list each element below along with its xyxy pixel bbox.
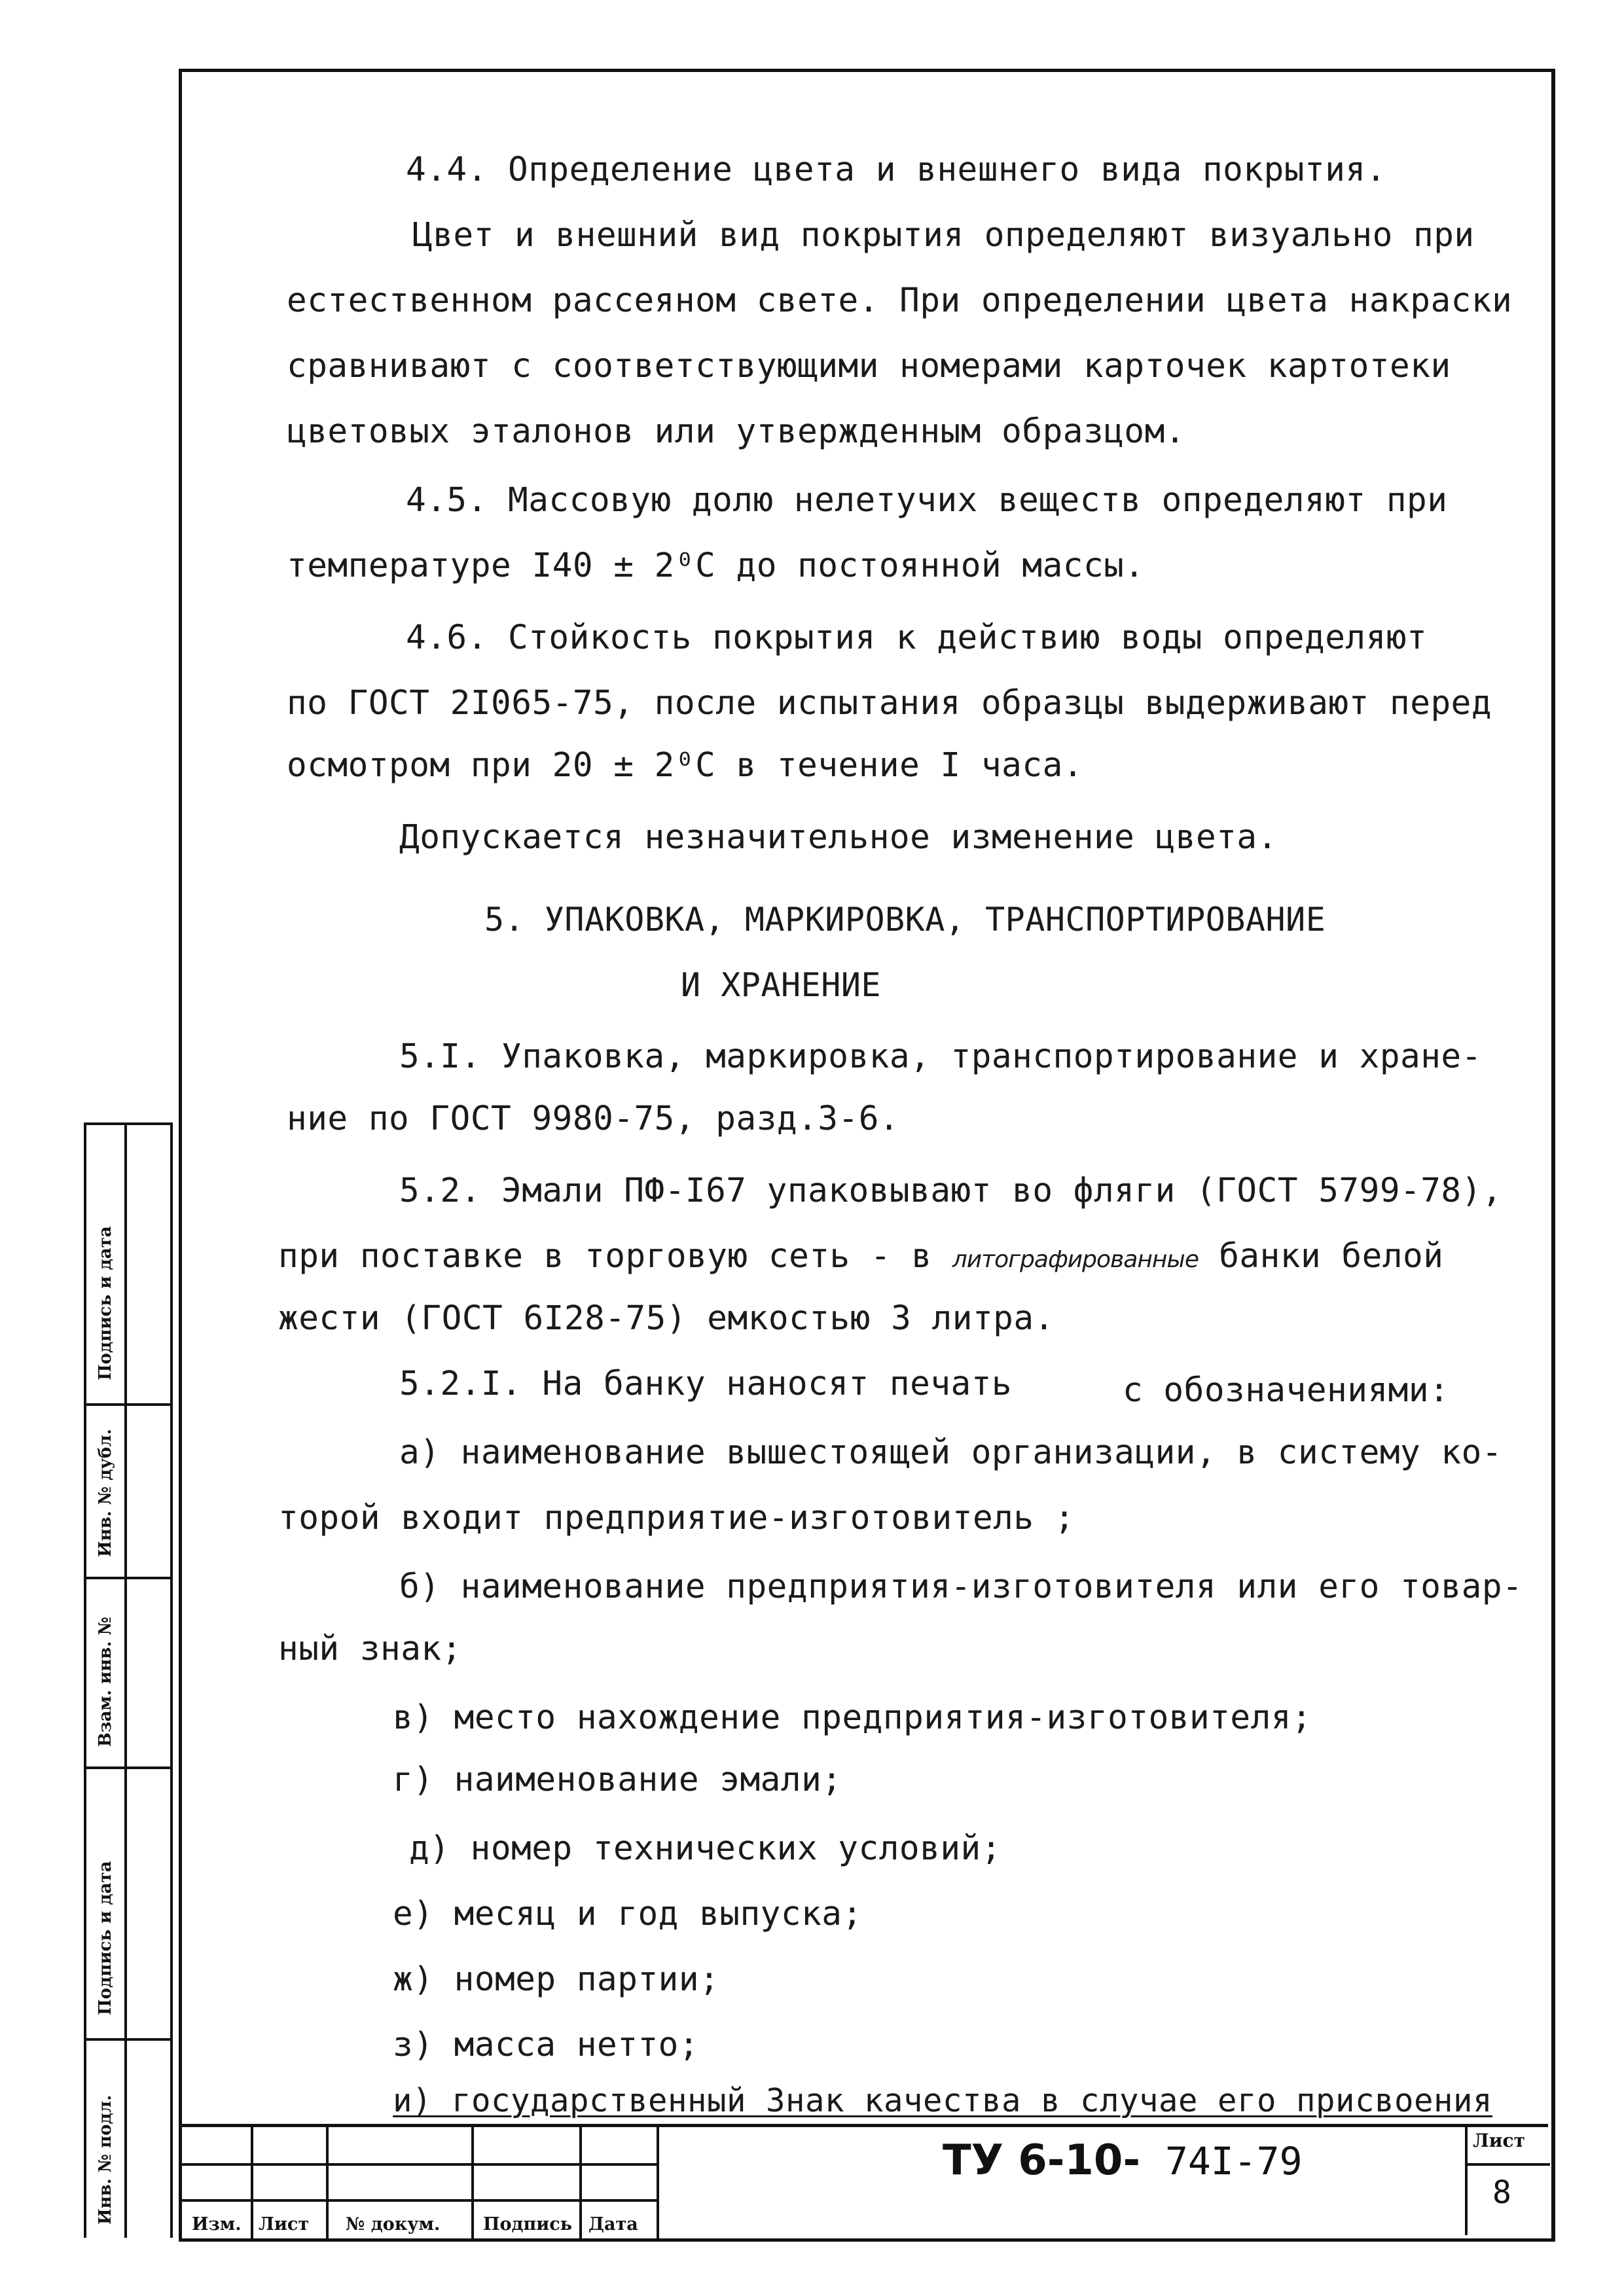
section-5-2-1-line: 5.2.I. На банку наносят печать xyxy=(399,1365,1013,1403)
side-label-inv-podl: Инв. № подл. xyxy=(96,2094,115,2225)
tb-header-sign: Подпись xyxy=(483,2214,573,2234)
section-5-2-1-line-cont: с обозначениями: xyxy=(1123,1371,1450,1410)
list-item-e: е) месяц и год выпуска; xyxy=(393,1895,863,1933)
page-frame xyxy=(179,69,1555,2242)
section-5-heading: 5. УПАКОВКА, МАРКИРОВКА, ТРАНСПОРТИРОВАНИЕ xyxy=(484,901,1326,939)
tb-column-line xyxy=(251,2127,253,2238)
side-label-sign-date: Подпись и дата xyxy=(96,1226,115,1380)
list-item-g: г) наименование эмали; xyxy=(393,1761,842,1799)
list-item-a-cont: торой входит предприятие-изготовитель ; xyxy=(278,1499,1075,1537)
side-divider xyxy=(86,1767,170,1769)
sheet-box-line xyxy=(1468,2163,1550,2166)
paragraph-line: осмотром при 20 ± 2⁰С в течение I часа. xyxy=(287,746,1083,785)
tb-row-line xyxy=(179,2199,657,2202)
list-item-b-cont: ный знак; xyxy=(278,1630,462,1668)
paragraph-line xyxy=(278,1237,1443,1280)
side-divider xyxy=(86,1577,170,1579)
paragraph-line: жести (ГОСТ 6I28-75) емкостью 3 литра. xyxy=(278,1299,1055,1338)
paragraph-line: естественном рассеяном свете. При определении цвета накраски xyxy=(287,281,1513,320)
side-stamp-column xyxy=(84,1122,173,2238)
list-item-zh: ж) номер партии; xyxy=(393,1960,720,1999)
side-divider xyxy=(86,2038,170,2041)
tb-header-doc: № докум. xyxy=(346,2214,441,2234)
side-divider xyxy=(86,1403,170,1406)
side-column-line xyxy=(124,1125,127,2238)
section-4-6-line: 4.6. Стойкость покрытия к действию воды определяют xyxy=(406,619,1428,657)
text-fragment: при поставке в торговую сеть - в xyxy=(278,1237,952,1276)
list-item-d: д) номер технических условий; xyxy=(409,1829,1001,1868)
section-4-5-line: 4.5. Массовую долю нелетучих веществ определяют при xyxy=(406,481,1448,520)
paragraph-line: Цвет и внешний вид покрытия определяют визуально при xyxy=(412,216,1475,255)
paragraph-line: ние по ГОСТ 9980-75, разд.3-6. xyxy=(287,1100,900,1138)
tb-column-line xyxy=(471,2127,474,2238)
document-code: ТУ 6-10- xyxy=(943,2136,1140,2185)
section-4-4-title: 4.4. Определение цвета и внешнего вида покрытия. xyxy=(406,151,1386,189)
tb-column-line xyxy=(579,2127,582,2238)
paragraph-line: цветовых эталонов или утвержденным образцом. xyxy=(287,412,1186,451)
paragraph-line: Допускается незначительное изменение цвета. xyxy=(399,818,1278,857)
paragraph-line: сравнивают с соответствующими номерами карточек картотеки xyxy=(287,347,1451,386)
side-label-vzam-inv: Взам. инв. № xyxy=(96,1617,115,1747)
paragraph-line: по ГОСТ 2I065-75, после испытания образцы выдерживают перед xyxy=(287,684,1492,723)
tb-header-izm: Изм. xyxy=(192,2214,242,2234)
side-label-sign-date: Подпись и дата xyxy=(96,1861,115,2015)
section-5-heading-cont: И ХРАНЕНИЕ xyxy=(681,966,882,1004)
tb-column-line xyxy=(657,2127,659,2238)
tb-header-date: Дата xyxy=(588,2214,638,2234)
paragraph-line: температуре I40 ± 2⁰С до постоянной массы. xyxy=(287,547,1145,585)
side-label-inv-dubl: Инв. № дубл. xyxy=(96,1429,115,1557)
tb-row-line xyxy=(179,2163,657,2166)
list-item-v: в) место нахождение предприятия-изготовителя; xyxy=(393,1698,1312,1737)
list-item-z: з) масса нетто; xyxy=(393,2026,700,2064)
text-fragment: банки белой xyxy=(1198,1237,1444,1276)
handwritten-insert: литографированные xyxy=(952,1246,1199,1273)
tb-column-line xyxy=(326,2127,329,2238)
section-5-2-line: 5.2. Эмали ПФ-I67 упаковывают во фляги (ГОСТ 5799-78), xyxy=(399,1172,1503,1210)
list-item-i: и) государственный Знак качества в случае его присвоения xyxy=(393,2082,1493,2119)
sheet-number: 8 xyxy=(1492,2174,1511,2211)
tb-header-list: Лист xyxy=(259,2214,310,2234)
document-number: 74I-79 xyxy=(1165,2139,1303,2183)
title-block xyxy=(179,2124,1548,2238)
list-item-a: а) наименование вышестоящей организации, в систему ко- xyxy=(399,1433,1503,1472)
sheet-label: Лист xyxy=(1473,2130,1525,2151)
section-5-1-line: 5.I. Упаковка, маркировка, транспортирование и хране- xyxy=(399,1037,1482,1076)
list-item-b: б) наименование предприятия-изготовителя или его товар- xyxy=(399,1568,1523,1606)
